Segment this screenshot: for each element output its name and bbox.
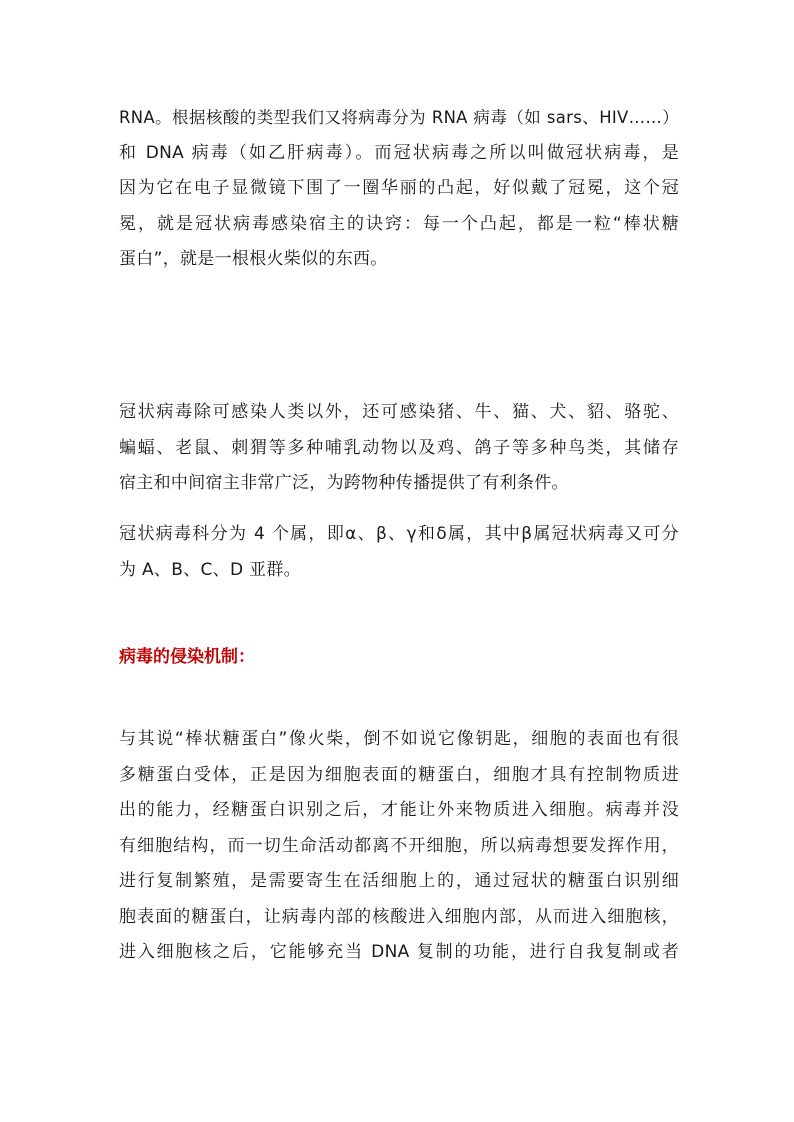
section-heading: 病毒的侵染机制： <box>119 647 255 667</box>
text-line: 蛋白”，就是一根根火柴似的东西。 <box>119 249 388 269</box>
text-line: 胞表面的糖蛋白，让病毒内部的核酸进入细胞内部，从而进入细胞核， <box>119 906 679 927</box>
text-line: 因为它在电子显微镜下围了一圈华丽的凸起，好似戴了冠冕，这个冠 <box>119 178 679 198</box>
text-line: 为 A、B、C、D 亚群。 <box>119 559 301 580</box>
text-line: 和 DNA 病毒（如乙肝病毒）。而冠状病毒之所以叫做冠状病毒，是 <box>119 142 679 163</box>
paragraph-genera <box>119 517 679 588</box>
text-line: 与其说“棒状糖蛋白”像火柴，倒不如说它像钥匙，细胞的表面也有很 <box>119 729 679 749</box>
text-line: 出的能力，经糖蛋白识别之后，才能让外来物质进入细胞。病毒并没 <box>119 800 679 820</box>
text-line: 冠状病毒科分为 4 个属，即α、β、γ和δ属，其中β属冠状病毒又可分 <box>119 524 679 544</box>
text-line: 宿主和中间宿主非常广泛，为跨物种传播提供了有利条件。 <box>119 473 569 493</box>
text-line: 冕，就是冠状病毒感染宿主的诀窍：每一个凸起，都是一粒“棒状糖 <box>119 213 679 234</box>
text-line: 进入细胞核之后，它能够充当 DNA 复制的功能，进行自我复制或者 <box>119 942 679 962</box>
paragraph-infection-mechanism <box>119 722 679 971</box>
text-line: RNA。根据核酸的类型我们又将病毒分为 RNA 病毒（如 sars、HIV……） <box>119 108 679 127</box>
text-line: 有细胞结构，而一切生命活动都离不开细胞，所以病毒想要发挥作用， <box>119 835 679 856</box>
text-line: 进行复制繁殖，是需要寄生在活细胞上的，通过冠状的糖蛋白识别细 <box>119 871 679 891</box>
text-line: 多糖蛋白受体，正是因为细胞表面的糖蛋白，细胞才具有控制物质进 <box>119 764 679 785</box>
paragraph-host-range <box>119 395 679 502</box>
paragraph-coronavirus-structure <box>119 100 679 278</box>
text-line: 蝙蝠、老鼠、刺猬等多种哺乳动物以及鸡、鸽子等多种鸟类，其储存 <box>119 437 679 458</box>
text-line: 冠状病毒除可感染人类以外，还可感染猪、牛、猫、犬、貂、骆驼、 <box>119 402 679 422</box>
